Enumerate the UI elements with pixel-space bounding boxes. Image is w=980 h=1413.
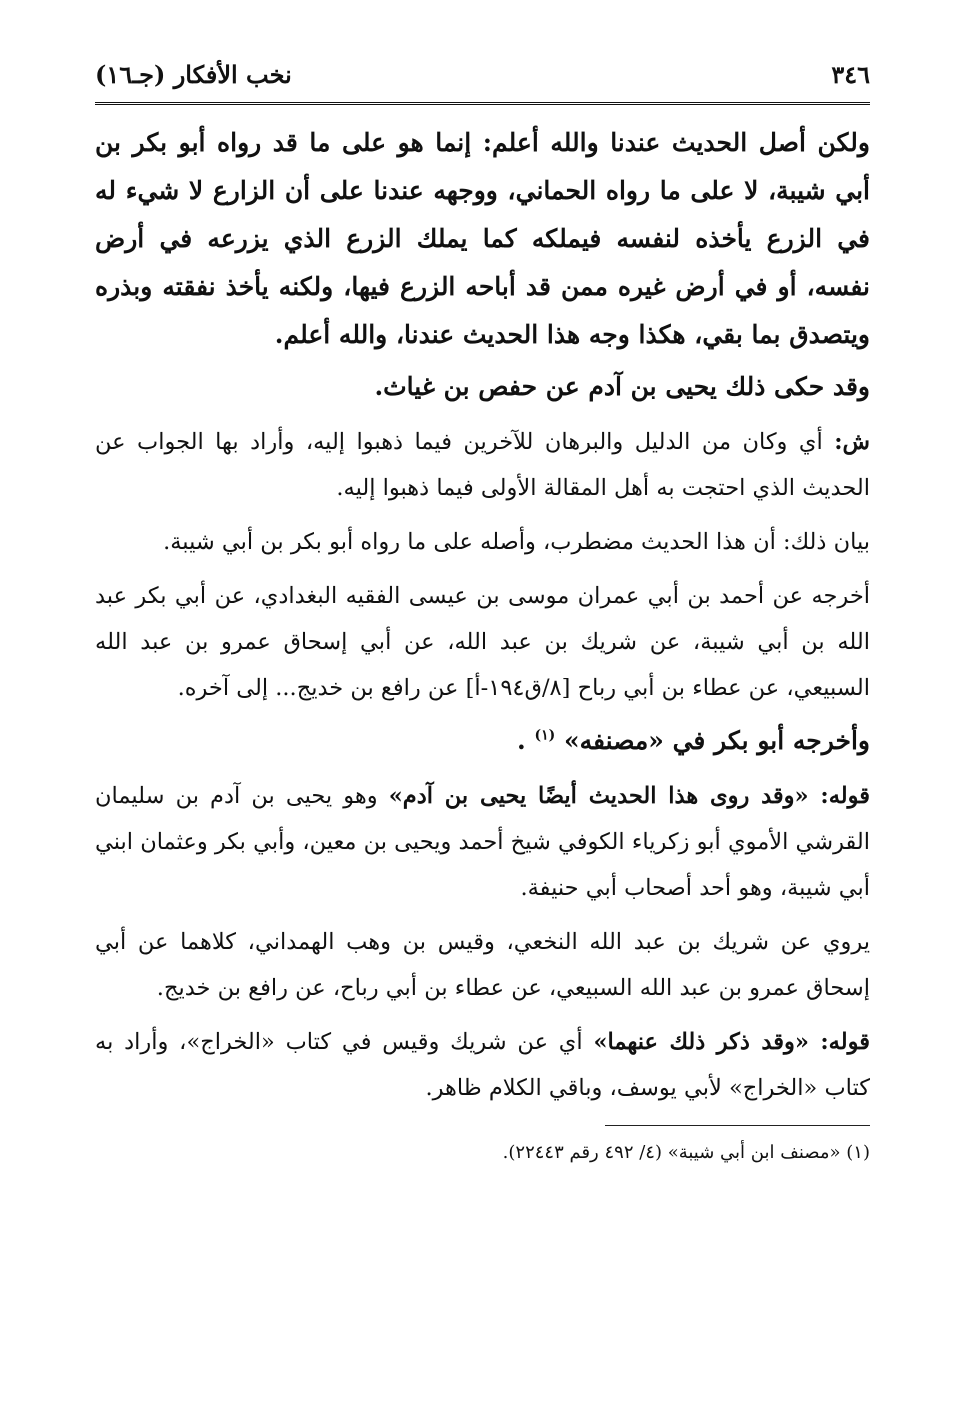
commentary-paragraph: [95, 1019, 870, 1111]
commentary-text: أي عن شريك وقيس في كتاب «الخراج»، وأراد به كتاب «الخراج» لأبي يوسف، وباقي الكلام ظاهر.: [95, 1029, 870, 1101]
spacer: [95, 565, 870, 573]
spacer: [95, 411, 870, 419]
book-title: نخب الأفكار (جـ١٦): [95, 60, 292, 89]
commentary-paragraph: بيان ذلك: أن هذا الحديث مضطرب، وأصله على ما رواه أبو بكر بن أبي شيبة.: [163, 529, 870, 555]
commentary-paragraph: [95, 773, 870, 911]
book-page: [95, 60, 870, 1168]
footnote: (١) «مصنف ابن أبي شيبة» (٤/ ٤٩٢ رقم ٢٢٤٤٣).: [502, 1142, 870, 1163]
footnote-rule: [605, 1125, 870, 1128]
page-number: ٣٤٦: [831, 60, 870, 89]
commentary-paragraph: أخرجه عن أحمد بن أبي عمران موسى بن عيسى الفقيه البغدادي، عن أبي بكر عبد الله بن أبي شيبة، عن شريك بن عبد الله، عن أبي إسحاق عمرو بن عبد الله السبيعي، عن عطاء بن أبي رباح [٨/ق١٩٤-أ] عن رافع بن خديج... إلى آخره.: [95, 583, 870, 701]
quoted-paragraph: ولكن أصل الحديث عندنا والله أعلم: إنما هو على ما قد رواه أبو بكر بن أبي شيبة، لا على ما رواه الحماني، ووجهه عندنا على أن الزارع لا شيء له في الزرع يأخذه لنفسه فيملكه كما يملك الزرع الذي يزرعه في أرض نفسه، أو في أرض غيره ممن قد أباحه الزرع فيها، ولكنه يأخذ نفقته وبذره ويتصدق بما بقي، هكذا وجه هذا الحديث عندنا، والله أعلم.: [95, 128, 870, 349]
running-header: [95, 60, 870, 100]
quoted-paragraph: [95, 717, 870, 765]
spacer: [95, 765, 870, 773]
quoted-text: وأخرجه أبو بكر في «مصنفه»: [563, 726, 870, 755]
spacer: [95, 911, 870, 919]
commentary-paragraph: [95, 419, 870, 511]
footnote-reference[interactable]: (١): [534, 727, 556, 744]
quoted-paragraph: وقد حكى ذلك يحيى بن آدم عن حفص بن غياث.: [374, 372, 870, 401]
commentary-text: وهو يحيى بن آدم بن سليمان القرشي الأموي أبو زكرياء الكوفي شيخ أحمد ويحيى بن معين، وأبي بكر وعثمان ابني أبي شيبة، وهو أحد أصحاب أبي حنيفة.: [95, 783, 870, 901]
qawluhu-lead: قوله: «وقد ذكر ذلك عنهما»: [593, 1029, 870, 1055]
commentary-text: أي وكان من الدليل والبرهان للآخرين فيما ذهبوا إليه، وأراد بها الجواب عن الحديث الذي احتجت به أهل المقالة الأولى فيما ذهبوا إليه.: [95, 429, 870, 501]
quoted-tail: .: [517, 726, 526, 755]
spacer: [95, 1011, 870, 1019]
commentary-paragraph: يروي عن شريك بن عبد الله النخعي، وقيس بن وهب الهمداني، كلاهما عن أبي إسحاق عمرو بن عبد الله السبيعي، عن عطاء بن أبي رباح، عن رافع بن خديج.: [95, 929, 870, 1001]
footnote-separator: [605, 1125, 870, 1128]
header-rule: [95, 102, 870, 105]
spacer: [95, 511, 870, 519]
qawluhu-lead: قوله: «وقد روى هذا الحديث أيضًا يحيى بن آدم»: [388, 783, 870, 809]
sharh-marker: ش:: [834, 429, 870, 455]
